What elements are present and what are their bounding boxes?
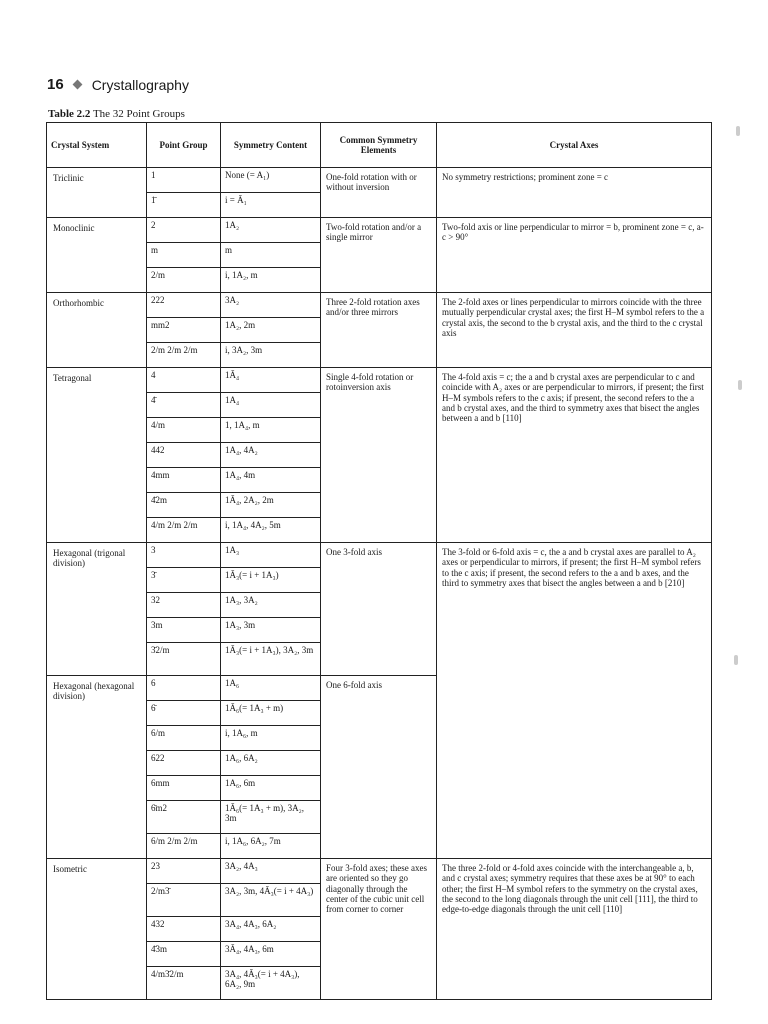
table-row [47, 293, 712, 318]
symmetry-content: 1A₃ [221, 543, 321, 568]
symmetry-content: 1A₄ [221, 393, 321, 418]
crystal-system: Isometric [47, 859, 147, 1000]
point-group: 4̄3m [147, 942, 221, 967]
symmetry-content: 1A₃, 3A₂ [221, 593, 321, 618]
point-group: 2 [147, 218, 221, 243]
point-group: 2/m3̄ [147, 884, 221, 917]
symmetry-content: 1Ā₆(= 1A₃ + m), 3A₂, 3m [221, 801, 321, 834]
scan-mark [736, 126, 740, 136]
table-caption [48, 108, 185, 120]
symmetry-elements: Two-fold rotation and/or a single mirror [321, 218, 437, 293]
table-header-row [47, 123, 712, 168]
point-group: 3m [147, 618, 221, 643]
crystal-system: Monoclinic [47, 218, 147, 293]
point-group: 222 [147, 293, 221, 318]
table-row [47, 543, 712, 568]
point-group: m [147, 243, 221, 268]
point-group: 3 [147, 543, 221, 568]
scan-mark [734, 655, 738, 665]
symmetry-content: 1A₂ [221, 218, 321, 243]
point-group: 4/m 2/m 2/m [147, 518, 221, 543]
point-groups-table [46, 122, 712, 1000]
point-group: 1̄ [147, 193, 221, 218]
symmetry-content: 1A₃, 3m [221, 618, 321, 643]
point-group: 622 [147, 751, 221, 776]
symmetry-elements: One 3-fold axis [321, 543, 437, 676]
symmetry-content: 1A₆, 6m [221, 776, 321, 801]
column-header: Point Group [147, 123, 221, 168]
symmetry-content: m [221, 243, 321, 268]
symmetry-content: 1Ā₃(= i + 1A₃) [221, 568, 321, 593]
symmetry-elements: One-fold rotation with or without inversion [321, 168, 437, 218]
symmetry-content: 1A₄, 4A₂ [221, 443, 321, 468]
symmetry-content: 3A₂, 4A₃ [221, 859, 321, 884]
crystal-axes: Two-fold axis or line perpendicular to mirror = b, prominent zone = c, a-c > 90° [437, 218, 712, 293]
symmetry-content: 1Ā₃(= i + 1A₃), 3A₂, 3m [221, 643, 321, 676]
symmetry-content: 1Ā₄, 2A₂, 2m [221, 493, 321, 518]
point-group: 3̄2/m [147, 643, 221, 676]
table-title: The 32 Point Groups [92, 108, 185, 120]
point-group: 4̄ [147, 393, 221, 418]
point-group: 432 [147, 917, 221, 942]
symmetry-content: 1, 1A₄, m [221, 418, 321, 443]
symmetry-content: 3A₄, 4A₃, 6A₂ [221, 917, 321, 942]
scan-mark [738, 380, 742, 390]
diamond-icon [72, 80, 82, 90]
symmetry-content: i, 1A₂, m [221, 268, 321, 293]
point-group: 4mm [147, 468, 221, 493]
crystal-axes: The three 2-fold or 4-fold axes coincide with the interchangeable a, b, and c crystal axes; symmetry requires that these axes be at 90° to each other; the first H–M symbol refers to the symmetry on the crystal axes, the second to the long diagonals through the unit cell [111], the third to edge-to-edge diagonals through the unit cell [110] [437, 859, 712, 1000]
column-header: Crystal System [47, 123, 147, 168]
crystal-system: Tetragonal [47, 368, 147, 543]
table-row [47, 859, 712, 884]
table-row [47, 168, 712, 193]
symmetry-content: None (= A₁) [221, 168, 321, 193]
page-number: 16 [47, 76, 64, 93]
symmetry-content: 3Ā₄, 4A₃, 6m [221, 942, 321, 967]
symmetry-elements: Three 2-fold rotation axes and/or three mirrors [321, 293, 437, 368]
point-group: 1 [147, 168, 221, 193]
symmetry-content: 1Ā₄ [221, 368, 321, 393]
point-group: 4 [147, 368, 221, 393]
crystal-axes: No symmetry restrictions; prominent zone = c [437, 168, 712, 218]
point-group: mm2 [147, 318, 221, 343]
point-group: 2/m [147, 268, 221, 293]
crystal-system: Triclinic [47, 168, 147, 218]
table-row [47, 218, 712, 243]
symmetry-content: 1Ā₆(= 1A₃ + m) [221, 701, 321, 726]
symmetry-content: i, 1A₆, m [221, 726, 321, 751]
crystal-axes: The 3-fold or 6-fold axis = c, the a and b crystal axes are parallel to A₂ axes or perpendicular to mirrors, if present; the first H–M symbol refers to the c axis; if present, the second refers to the a and b axes, and the third to symmetry axes that bisect the angles between a and b [210] [437, 543, 712, 859]
table-row [47, 368, 712, 393]
point-group: 2/m 2/m 2/m [147, 343, 221, 368]
symmetry-content: i, 1A₄, 4A₂, 5m [221, 518, 321, 543]
column-header: Crystal Axes [437, 123, 712, 168]
column-header: Common Symmetry Elements [321, 123, 437, 168]
point-group: 4/m [147, 418, 221, 443]
point-group: 6/m 2/m 2/m [147, 834, 221, 859]
column-header: Symmetry Content [221, 123, 321, 168]
point-group: 32 [147, 593, 221, 618]
point-group: 6̄m2 [147, 801, 221, 834]
crystal-system: Hexagonal (hexagonal division) [47, 676, 147, 859]
symmetry-content: 1A₂, 2m [221, 318, 321, 343]
symmetry-content: i, 3A₂, 3m [221, 343, 321, 368]
table-label: Table 2.2 [48, 108, 91, 120]
running-header [47, 76, 189, 93]
symmetry-elements: Single 4-fold rotation or rotoinversion axis [321, 368, 437, 543]
crystal-axes: The 4-fold axis = c; the a and b crystal axes are perpendicular to c and coincide with A₂ axes or are perpendicular to mirrors, if present; the first H–M symbols refers to the c axis; if present, the second refers to the a and b crystal axes, and the third to symmetry axes that bisect the angles between a and b [110] [437, 368, 712, 543]
symmetry-content: i = Ā₁ [221, 193, 321, 218]
point-group: 3̄ [147, 568, 221, 593]
symmetry-content: 3A₄, 4Ā₃(= i + 4A₃), 6A₂, 9m [221, 967, 321, 1000]
symmetry-elements: Four 3-fold axes; these axes are oriented so they go diagonally through the center of the cubic unit cell from corner to corner [321, 859, 437, 1000]
point-group: 4̄2m [147, 493, 221, 518]
point-group: 6̄ [147, 701, 221, 726]
point-group: 23 [147, 859, 221, 884]
crystal-axes: The 2-fold axes or lines perpendicular to mirrors coincide with the three mutually perpendicular crystal axes; the first H–M symbol refers to the a crystal axis, the second to the b crystal axis, and the third to the c crystal axis [437, 293, 712, 368]
symmetry-content: 3A₂, 3m, 4Ā₃(= i + 4A₃) [221, 884, 321, 917]
point-group: 6mm [147, 776, 221, 801]
crystal-system: Hexagonal (trigonal division) [47, 543, 147, 676]
symmetry-content: 1A₄, 4m [221, 468, 321, 493]
point-group: 4/m3̄2/m [147, 967, 221, 1000]
point-group: 6/m [147, 726, 221, 751]
point-group: 6 [147, 676, 221, 701]
symmetry-content: 3A₂ [221, 293, 321, 318]
crystal-system: Orthorhombic [47, 293, 147, 368]
symmetry-elements: One 6-fold axis [321, 676, 437, 859]
running-title: Crystallography [91, 76, 189, 93]
symmetry-content: 1A₆, 6A₂ [221, 751, 321, 776]
symmetry-content: 1A₆ [221, 676, 321, 701]
point-group: 442 [147, 443, 221, 468]
symmetry-content: i, 1A₆, 6A₂, 7m [221, 834, 321, 859]
